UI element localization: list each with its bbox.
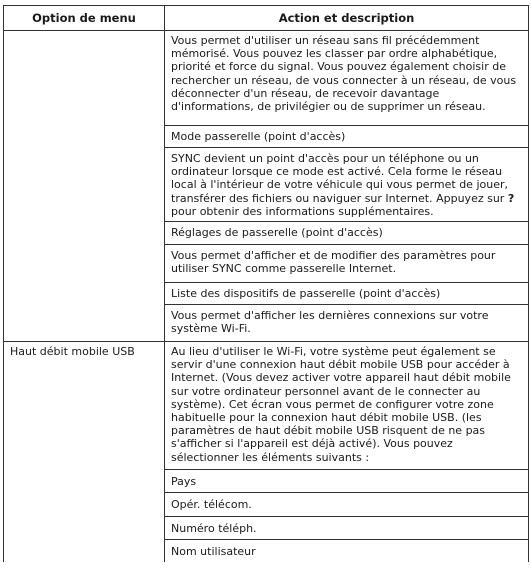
column-header-action: Action et description xyxy=(278,11,415,25)
cell-text: Vous permet d'afficher et de modifier des paramètres pour utiliser SYNC comme passerelle Internet. xyxy=(171,249,496,276)
option-label-usb: Haut débit mobile USB xyxy=(10,345,135,358)
cell-text: Opér. télécom. xyxy=(171,498,252,511)
table-cell xyxy=(165,31,528,126)
column-header-option: Option de menu xyxy=(32,11,136,25)
table-cell xyxy=(165,540,528,562)
table-cell xyxy=(165,222,528,245)
table-cell xyxy=(165,493,528,517)
cell-text: Réglages de passerelle (point d'accès) xyxy=(171,226,383,239)
table-cell xyxy=(165,517,528,540)
table-header xyxy=(4,6,528,31)
cell-text: Liste des dispositifs de passerelle (point d'accès) xyxy=(171,287,441,300)
table-cell xyxy=(165,470,528,493)
row-divider xyxy=(4,341,164,342)
cell-text: Au lieu d'utiliser le Wi-Fi, votre système peut également se servir d'une connexion haut débit mobile USB pour accéder à Internet. (Vous devez activer votre appareil haut débit mobile sur votre ordinateur personnel avant de le connecter au système). Cet écran vous permet de configurer votre zone habituelle pour la connexion haut débit mobile USB. (les paramètres de haut débit mobile USB risquent de ne pas s'afficher si l'appareil est déjà activé). Vous pouvez sélectionner les éléments suivants : xyxy=(171,345,511,464)
cell-text: Vous permet d'utiliser un réseau sans fil précédemment mémorisé. Vous pouvez les classer par ordre alphabétique, priorité et force du signal. Vous pouvez également choisir de rechercher un réseau, de vous connecter à un réseau, de vous déconnecter d'un réseau, de recevoir davantage d'informations, de privilégier ou de supprimer un réseau. xyxy=(171,34,517,114)
cell-text: Vous permet d'afficher les dernières connexions sur votre système Wi-Fi. xyxy=(171,309,489,336)
cell-text: Mode passerelle (point d'accès) xyxy=(171,130,346,143)
cell-text: Numéro téléph. xyxy=(171,522,257,535)
table-cell xyxy=(165,342,528,470)
cell-text: SYNC devient un point d'accès pour un téléphone ou un ordinateur lorsque ce mode est activé. Cela forme le réseau local à l'intérieur de votre véhicule qui vous permet de jouer, transférer des fichiers ou naviguer sur Internet. Appuyez sur ? pour obtenir des informations supplémentaires. xyxy=(171,152,515,218)
table-cell xyxy=(165,126,528,148)
menu-options-table xyxy=(3,5,529,562)
cell-text: Pays xyxy=(171,475,197,488)
table-cell xyxy=(165,148,528,222)
table-cell xyxy=(165,283,528,305)
cell-text: Nom utilisateur xyxy=(171,545,256,558)
table-cell xyxy=(165,245,528,283)
table-cell xyxy=(165,305,528,342)
